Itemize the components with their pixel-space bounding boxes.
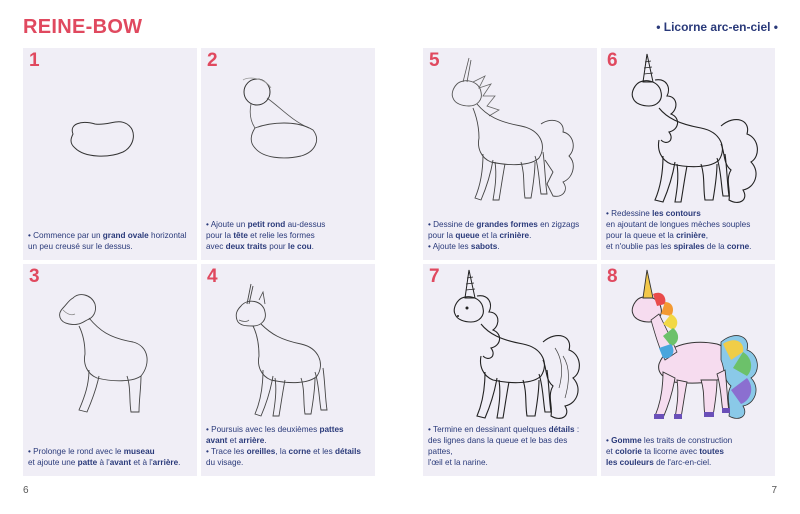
caption-text: • Ajoute un: [206, 220, 248, 229]
caption-line: [206, 446, 371, 457]
step-caption: [428, 219, 593, 252]
caption-line: [606, 208, 771, 219]
caption-line: [206, 230, 371, 241]
caption-line: [28, 457, 193, 468]
caption-bold-text: corne: [288, 447, 311, 456]
caption-text: en ajoutant de longues mèches souples: [606, 220, 751, 229]
caption-text: les traits de construction: [641, 436, 733, 445]
caption-text: du visage.: [206, 458, 244, 467]
caption-text: ta licorne avec: [641, 447, 700, 456]
caption-text: ,: [705, 231, 708, 240]
caption-line: [206, 457, 371, 468]
caption-bold-text: museau: [123, 447, 155, 456]
step-panel-8: [601, 264, 775, 476]
step-3-drawing: [23, 264, 197, 476]
caption-line: [28, 241, 193, 252]
caption-text: et les: [310, 447, 335, 456]
step-panel-6: [601, 48, 775, 260]
caption-text: au-dessus: [285, 220, 326, 229]
caption-bold-text: grand ovale: [102, 231, 149, 240]
step-number: 5: [429, 50, 440, 71]
caption-text: • Ajoute les: [428, 242, 471, 251]
caption-line: [206, 219, 371, 230]
caption-text: pour la: [206, 231, 234, 240]
caption-bold-text: le cou: [287, 242, 312, 251]
caption-bold-text: avant: [206, 436, 228, 445]
caption-text: et relie les formes: [247, 231, 315, 240]
caption-line: [428, 424, 593, 435]
caption-text: • Redessine: [606, 209, 653, 218]
caption-text: un peu creusé sur le dessus.: [28, 242, 133, 251]
step-caption: [28, 230, 193, 252]
caption-bold-text: Gomme: [611, 436, 642, 445]
caption-bold-text: arrière: [238, 436, 265, 445]
step-caption: [28, 446, 193, 468]
caption-text: • Termine en dessinant quelques: [428, 425, 549, 434]
step-caption: [606, 208, 771, 252]
caption-bold-text: spirales: [673, 242, 705, 251]
caption-bold-text: grandes formes: [476, 220, 538, 229]
step-number: 6: [607, 50, 618, 71]
caption-text: .: [749, 242, 752, 251]
caption-text: • Prolonge le rond avec le: [28, 447, 124, 456]
step-panel-5: [423, 48, 597, 260]
caption-text: et la: [479, 231, 500, 240]
step-panel-4: [201, 264, 375, 476]
caption-text: pour la: [428, 231, 456, 240]
caption-line: [428, 219, 593, 230]
page-number-right: 7: [771, 485, 777, 496]
step-caption: [428, 424, 593, 468]
caption-text: .: [178, 458, 181, 467]
caption-text: .: [529, 231, 532, 240]
caption-bold-text: sabots: [470, 242, 498, 251]
caption-text: .: [497, 242, 500, 251]
caption-bold-text: arrière: [152, 458, 179, 467]
step-caption: [606, 435, 771, 468]
step-number: 2: [207, 50, 218, 71]
caption-text: en zigzags: [537, 220, 580, 229]
caption-text: et: [227, 436, 239, 445]
step-panel-3: [23, 264, 197, 476]
step-caption: [206, 219, 371, 252]
step-number: 4: [207, 266, 218, 287]
caption-bold-text: les contours: [652, 209, 701, 218]
caption-bold-text: corne: [726, 242, 750, 251]
caption-bold-text: les couleurs: [606, 458, 654, 467]
caption-line: [606, 241, 771, 252]
caption-text: pour: [266, 242, 288, 251]
caption-text: •: [606, 436, 612, 445]
caption-line: [606, 446, 771, 457]
step-panel-2: [201, 48, 375, 260]
caption-bold-text: crinière: [676, 231, 706, 240]
caption-text: de la: [704, 242, 727, 251]
page-subtitle: • Licorne arc-en-ciel •: [656, 20, 778, 34]
caption-text: • Trace les: [206, 447, 247, 456]
caption-text: l'œil et la narine.: [428, 458, 488, 467]
caption-text: • Poursuis avec les deuxièmes: [206, 425, 320, 434]
step-number: 1: [29, 50, 40, 71]
caption-line: [206, 241, 371, 252]
caption-bold-text: patte: [77, 458, 98, 467]
caption-line: [606, 219, 771, 230]
caption-text: et ajoute une: [28, 458, 78, 467]
caption-text: pour la queue et la: [606, 231, 677, 240]
caption-text: et à l': [131, 458, 153, 467]
caption-bold-text: petit rond: [247, 220, 286, 229]
caption-bold-text: détails: [334, 447, 361, 456]
caption-text: , la: [275, 447, 289, 456]
caption-text: :: [574, 425, 580, 434]
step-1-drawing: [23, 48, 197, 260]
caption-bold-text: avant: [109, 458, 132, 467]
caption-line: [428, 435, 593, 457]
step-caption: [206, 424, 371, 468]
caption-text: • Commence par un: [28, 231, 103, 240]
caption-text: et: [606, 447, 616, 456]
caption-bold-text: toutes: [699, 447, 724, 456]
caption-bold-text: pattes: [319, 425, 344, 434]
caption-text: de l'arc-en-ciel.: [653, 458, 712, 467]
caption-bold-text: détails: [548, 425, 575, 434]
caption-line: [428, 457, 593, 468]
caption-line: [28, 230, 193, 241]
caption-text: des lignes dans la queue et le bas des pattes,: [428, 436, 568, 456]
caption-bold-text: colorie: [615, 447, 642, 456]
caption-text: • Dessine de: [428, 220, 477, 229]
caption-line: [206, 424, 371, 435]
caption-line: [206, 435, 371, 446]
caption-text: .: [264, 436, 267, 445]
caption-bold-text: queue: [455, 231, 480, 240]
caption-bold-text: tête: [233, 231, 248, 240]
page-number-left: 6: [23, 485, 29, 496]
caption-text: avec: [206, 242, 226, 251]
caption-text: à l': [97, 458, 110, 467]
caption-text: et n'oublie pas les: [606, 242, 674, 251]
caption-line: [28, 446, 193, 457]
caption-text: .: [311, 242, 314, 251]
step-number: 7: [429, 266, 440, 287]
caption-bold-text: crinière: [499, 231, 530, 240]
step-panel-7: [423, 264, 597, 476]
caption-line: [606, 457, 771, 468]
caption-line: [606, 230, 771, 241]
caption-line: [606, 435, 771, 446]
caption-line: [428, 241, 593, 252]
step-number: 3: [29, 266, 40, 287]
page-title: REINE-BOW: [23, 16, 143, 38]
caption-bold-text: oreilles: [246, 447, 276, 456]
caption-bold-text: deux traits: [225, 242, 267, 251]
caption-text: horizontal: [148, 231, 187, 240]
step-panel-1: [23, 48, 197, 260]
step-number: 8: [607, 266, 618, 287]
caption-line: [428, 230, 593, 241]
